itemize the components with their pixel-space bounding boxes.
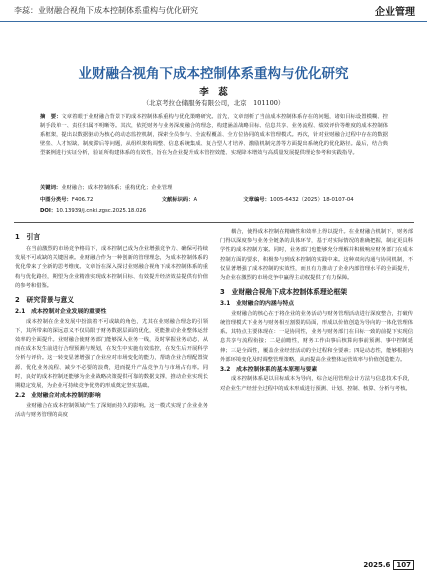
header-divider bbox=[14, 222, 414, 223]
paragraph: 业财融合在成本控制领域产生了深刻而持久的影响。这一模式实现了企业业务活动与财务管理的高度 bbox=[15, 402, 208, 418]
right-column bbox=[220, 228, 413, 394]
keywords bbox=[40, 184, 388, 193]
left-column bbox=[15, 228, 208, 420]
clc-label: 中图分类号： bbox=[40, 197, 72, 203]
section-heading: 2 研究背景与意义 bbox=[15, 296, 75, 305]
column-name: 企业管理 bbox=[375, 7, 415, 18]
issue-number: 2025.6 bbox=[363, 561, 391, 569]
running-header bbox=[0, 0, 427, 22]
paragraph: 在当前激烈的市场竞争格局下，成本控制已成为企业增强竞争力、确保可持续发展不可或缺的关键因素。业财融合作为一种创新的管理理念，为成本控制体系的优化带来了全新的思考维度。文章旨在深入探讨业财融合视角下成本控制体系的重构与优化路径，期望为企业精准实现成本控制目标、有效提升经济效益提供有价值的参考和借鉴。 bbox=[15, 246, 208, 289]
abstract-label: 摘 要： bbox=[40, 114, 62, 120]
subsection-heading: 3.1 业财融合的内涵与特点 bbox=[220, 301, 295, 308]
subsection-heading: 2.2 业财融合对成本控制的影响 bbox=[15, 393, 101, 400]
page-number: 107 bbox=[393, 560, 414, 570]
doc-label: 文献标识码： bbox=[161, 197, 194, 203]
section-heading: 3 业财融合视角下成本控制体系理论框架 bbox=[220, 288, 348, 297]
paragraph: 耦合，使得成本控制在精确性和效率上得以提升。在业财融合机制下，财务部门得以深度参与业务全链条的具体环节，基于对实际情况的准确把握，制定更具科学性的成本控制方案。同时，业务部门也能够充分理解并积极响应财务部门在成本控制方面的要求，积极参与到成本控制的实践中来。这种双向沟通与协同机制，不仅显著增强了成本控制的实效性，而且有力推动了企业内部管理水平的全面提升，为企业在激烈的市场竞争中赢得主动权提供了有力保障。 bbox=[220, 229, 413, 282]
paragraph: 成本控制体系是以目标成本为导向，综合运用管理会计方法与信息技术手段，对企业生产经营全过程中的成本形成进行预测、计划、控制、核算、分析与考核。 bbox=[220, 376, 413, 392]
keywords-text: 业财融合；成本控制体系；重构优化；企业管理 bbox=[61, 185, 173, 191]
paragraph: 业财融合的核心在于将企业的业务活动与财务管理活动进行深度整合，打破传统管理模式下业务与财务相互割裂的局面，形成以价值创造为导向的一体化管理体系。其特点主要体现在：一是协同性，业务与财务部门在目标一致的前提下实现信息共享与流程衔接；二是前瞻性，财务工作由事后核算向事前预测、事中控制延伸；三是全面性，覆盖企业经营活动的全过程和全要素；四是动态性，能够根据内外部环境变化及时调整管理策略，从而提高企业整体运营效率与价值创造能力。 bbox=[220, 310, 413, 363]
abstract-text: 文章着眼于业财融合背景下的成本控制体系重构与优化策略研究。首先，文章剖析了当前成本控制体系存在的问题，诸如目标设置模糊、控制手段单一、责任归属不明晰等。其次，依托财务与业务深度融合的理念，构建涵盖战略目标、信息共享、业务流程、绩效评价等维度的成本控制体系框架，提出以数据驱动为核心的动态监控机制，探索全员参与、全流程覆盖、全方位协同的成本管理模式。再次，针对业财融合过程中存在的数据壁垒、人才短缺、制度滞后等问题，从组织架构调整、信息系统集成、复合型人才培养、激励机制完善等方面提出系统化的优化路径。最后，结合典型案例进行实证分析，验证所构建体系的有效性，旨在为企业提升成本管控效能、实现降本增效与高质量发展提供理论参考和实践指导。 bbox=[40, 114, 388, 156]
issn-value: 1005-6432（2025）18-0107-04 bbox=[269, 197, 354, 203]
article-title: 业财融合视角下成本控制体系重构与优化研究 bbox=[78, 66, 349, 82]
section-heading: 1 引言 bbox=[15, 233, 41, 241]
subsection-heading: 2.1 成本控制对企业发展的重要性 bbox=[15, 309, 107, 316]
doc-value: A bbox=[193, 197, 198, 203]
page-footer bbox=[363, 560, 414, 570]
keywords-label: 关键词： bbox=[40, 185, 62, 191]
doi-label: DOI： bbox=[40, 208, 57, 214]
paragraph: 成本控制在企业发展中扮演着不可或缺的角色，尤其在业财融合理念的引领下，其所带来的深远意义不仅局限于财务数据层面的优化，更能推动企业整体运营效率的全面提升。业财融合使财务部门能够深入业务一线，及时掌握业务动态，从而在成本发生前进行合理预测与规划，在发生中实施有效监控，在发生后开展科学分析与评价。这一转变显著增强了企业应对市场变化的能力，帮助企业合理配置资源、优化业务流程、减少不必要的浪费，进而提升产品竞争力与市场占有率。同时，良好的成本控制还能够为企业战略决策提供可靠的数据支撑，推动企业实现长期稳定发展，为企业可持续竞争优势的形成奠定坚实基础。 bbox=[15, 318, 208, 389]
clc-value: F406.72 bbox=[71, 197, 94, 203]
doi-row bbox=[40, 207, 388, 216]
subsection-heading: 3.2 成本控制体系的基本原理与要素 bbox=[220, 366, 318, 373]
abstract bbox=[40, 113, 388, 158]
issn-label: 文章编号： bbox=[243, 197, 270, 203]
classification-row bbox=[40, 196, 388, 205]
author-affiliation: （北京考拉仓储服务有限公司，北京 101100） bbox=[142, 99, 285, 107]
running-title: 李蕊：业财融合视角下成本控制体系重构与优化研究 bbox=[14, 6, 198, 15]
doi-value: 10.13939/j.cnki.zgsc.2025.18.026 bbox=[56, 208, 147, 214]
article-author: 李 蕊 bbox=[199, 87, 228, 98]
